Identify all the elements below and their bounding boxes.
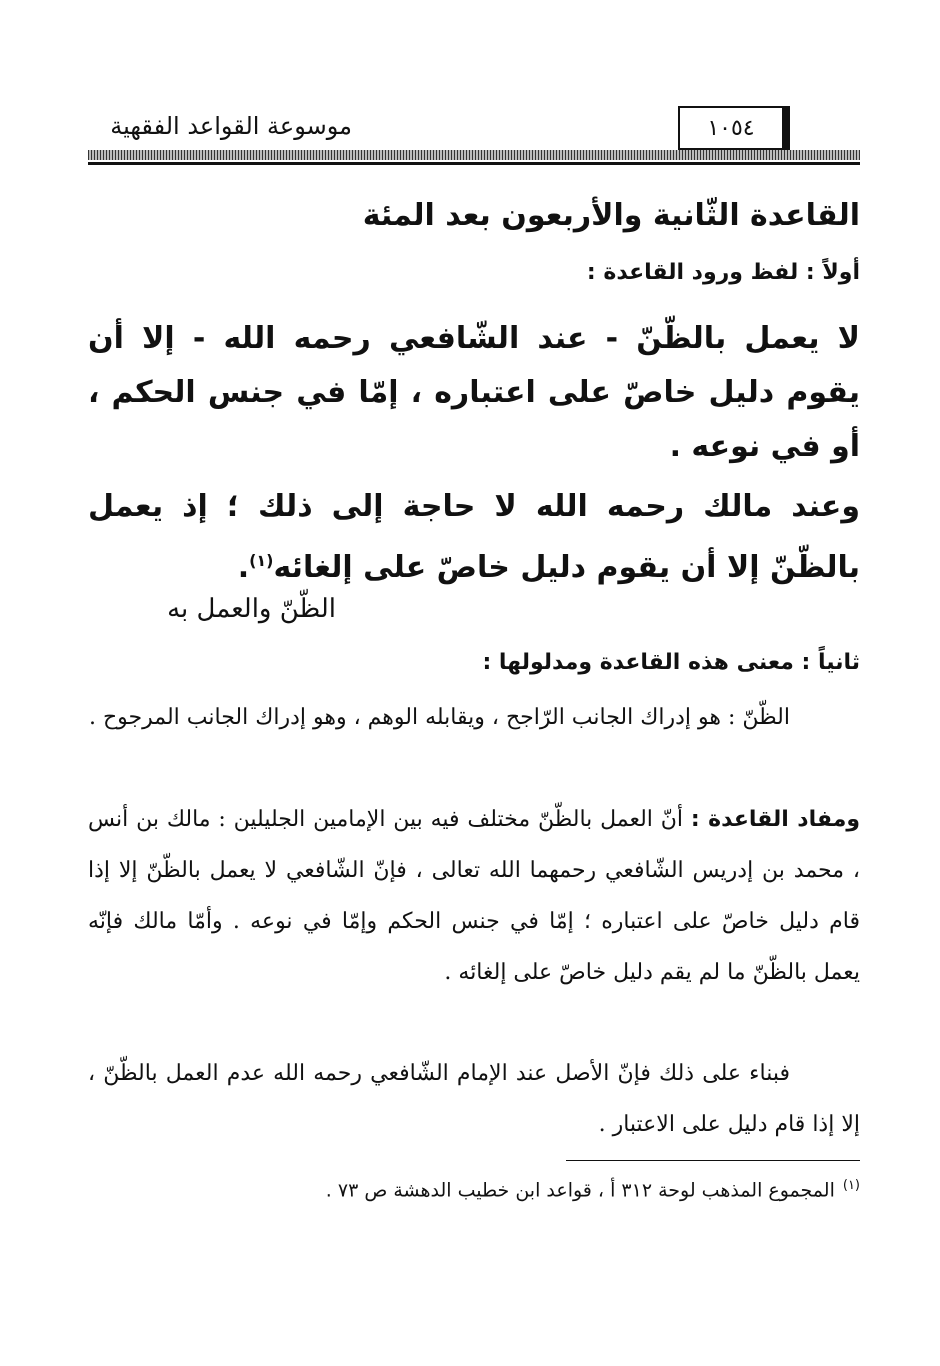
paragraph-conclusion: فبناء على ذلك فإنّ الأصل عند الإمام الشّافعي رحمه الله عدم العمل بالظّنّ ، إلا إذا قام دليل على الاعتبار . [88, 1061, 860, 1137]
rule-text-shafii: لا يعمل بالظّنّ - عند الشّافعي رحمه الله - إلا أن يقوم دليل خاصّ على اعتباره ، إمّا في جنس الحكم ، أو في نوعه . [88, 321, 860, 464]
footnote-separator [566, 1160, 860, 1161]
footnote-reference[interactable]: (١) [249, 551, 274, 570]
paragraph-definition: الظّنّ : هو إدراك الجانب الرّاجح ، ويقابله الوهم ، وهو إدراك الجانب المرجوح . [88, 705, 790, 730]
footnote-text: المجموع المذهب لوحة ٣١٢ أ ، قواعد ابن خطيب الدهشة ص ٧٣ . [325, 1179, 835, 1202]
footnote-marker: (١) [842, 1178, 860, 1193]
header-rule-band [88, 150, 860, 160]
rule-text-malik-end: . [237, 550, 250, 585]
rule-text-malik [88, 480, 860, 595]
rule-text-malik-body: وعند مالك رحمه الله لا حاجة إلى ذلك ؛ إذ يعمل بالظّنّ إلا أن يقوم دليل خاصّ على إلغائه [88, 489, 860, 585]
section2-heading: ثانياً : معنى هذه القاعدة ومدلولها : [482, 650, 860, 675]
paragraph-meaning-lead: ومفاد القاعدة : [690, 807, 860, 832]
footnote [326, 1178, 860, 1201]
section1-heading: أولاً : لفظ ورود القاعدة : [586, 260, 860, 285]
page-number: ١٠٥٤ [707, 115, 755, 141]
topic-title: الظّنّ والعمل به [167, 594, 336, 624]
rule-heading: القاعدة الثّانية والأربعون بعد المئة [362, 198, 860, 233]
book-title: موسوعة القواعد الفقهية [110, 112, 352, 140]
paragraph-meaning-body: أنّ العمل بالظّنّ مختلف فيه بين الإمامين الجليلين : مالك بن أنس ، محمد بن إدريس الشّافعي رحمهما الله تعالى ، فإنّ الشّافعي لا يعمل بالظّنّ إلا إذا قام دليل خاصّ على اعتباره ؛ إمّا في جنس الحكم وإمّا في نوعه . وأمّا مالك فإنّه يعمل بالظّنّ ما لم يقم دليل خاصّ على إلغائه . [88, 807, 860, 985]
header-rule-line [88, 162, 860, 165]
page-number-box [678, 106, 790, 150]
paragraph-meaning [88, 794, 860, 998]
